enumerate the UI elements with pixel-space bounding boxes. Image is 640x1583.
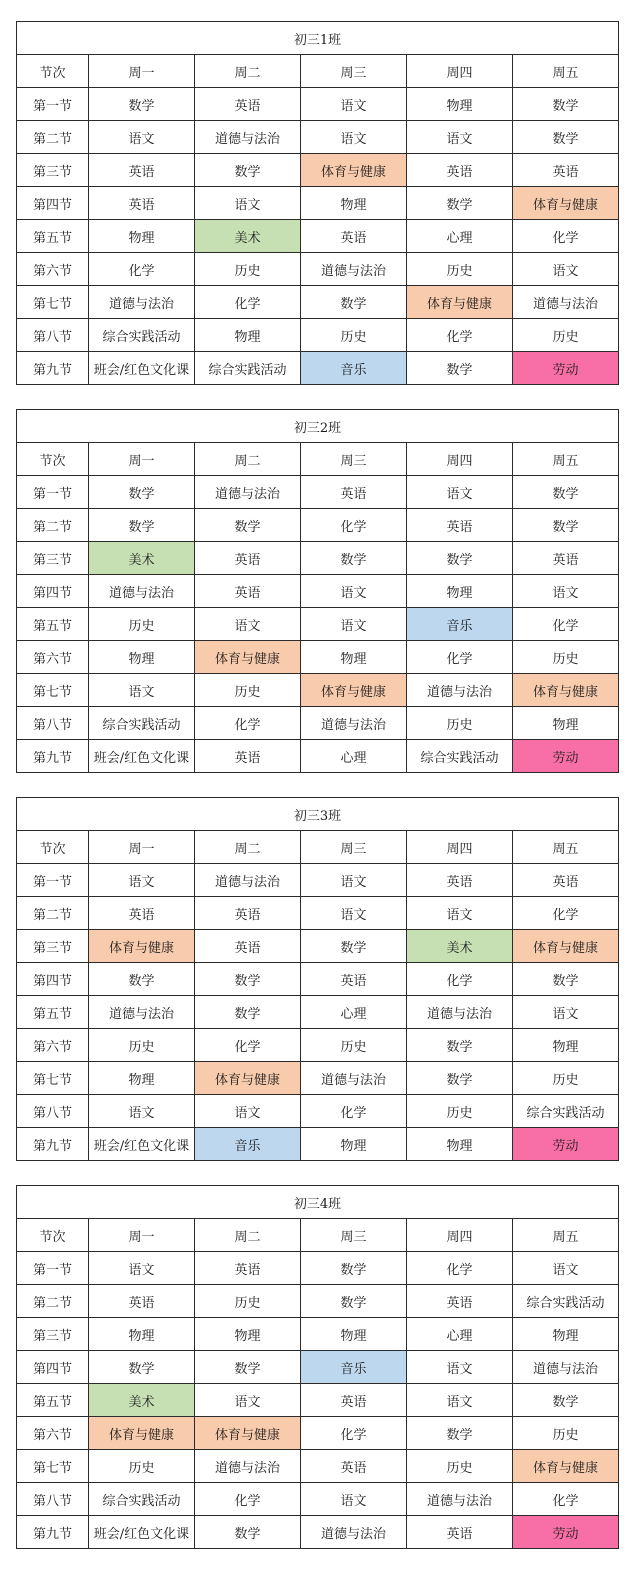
subject-cell: 语文 xyxy=(89,1252,195,1285)
subject-cell: 英语 xyxy=(407,1285,513,1318)
subject-cell: 数学 xyxy=(89,476,195,509)
subject-cell: 历史 xyxy=(195,674,301,707)
subject-cell: 语文 xyxy=(195,1384,301,1417)
subject-cell: 体育与健康 xyxy=(89,930,195,963)
subject-cell: 数学 xyxy=(513,476,619,509)
subject-cell: 数学 xyxy=(301,1252,407,1285)
subject-cell: 美术 xyxy=(89,542,195,575)
table-row xyxy=(17,352,619,385)
subject-cell: 劳动 xyxy=(513,740,619,773)
table-row xyxy=(17,1351,619,1384)
subject-cell: 道德与法治 xyxy=(195,476,301,509)
period-label: 第九节 xyxy=(17,1516,89,1549)
subject-cell: 体育与健康 xyxy=(513,930,619,963)
subject-cell: 道德与法治 xyxy=(301,253,407,286)
subject-cell: 班会/红色文化课 xyxy=(89,740,195,773)
subject-cell: 英语 xyxy=(301,1450,407,1483)
subject-cell: 心理 xyxy=(301,740,407,773)
subject-cell: 综合实践活动 xyxy=(513,1095,619,1128)
table-row xyxy=(17,575,619,608)
subject-cell: 英语 xyxy=(407,864,513,897)
table-row xyxy=(17,1450,619,1483)
table-row xyxy=(17,897,619,930)
subject-cell: 数学 xyxy=(301,930,407,963)
subject-cell: 物理 xyxy=(89,641,195,674)
table-title-row xyxy=(17,22,619,55)
table-row xyxy=(17,674,619,707)
subject-cell: 英语 xyxy=(195,542,301,575)
header-day: 周五 xyxy=(513,1219,619,1252)
subject-cell: 班会/红色文化课 xyxy=(89,1128,195,1161)
subject-cell: 道德与法治 xyxy=(195,121,301,154)
subject-cell: 语文 xyxy=(513,1252,619,1285)
subject-cell: 数学 xyxy=(195,154,301,187)
table-row xyxy=(17,963,619,996)
subject-cell: 道德与法治 xyxy=(195,864,301,897)
subject-cell: 语文 xyxy=(301,608,407,641)
subject-cell: 语文 xyxy=(513,575,619,608)
subject-cell: 体育与健康 xyxy=(195,641,301,674)
subject-cell: 道德与法治 xyxy=(301,707,407,740)
class-title: 初三3班 xyxy=(17,798,619,831)
header-period: 节次 xyxy=(17,55,89,88)
subject-cell: 语文 xyxy=(513,996,619,1029)
subject-cell: 英语 xyxy=(195,88,301,121)
subject-cell: 化学 xyxy=(513,1483,619,1516)
table-row xyxy=(17,996,619,1029)
header-row xyxy=(17,831,619,864)
period-label: 第四节 xyxy=(17,963,89,996)
subject-cell: 劳动 xyxy=(513,1128,619,1161)
header-day: 周一 xyxy=(89,55,195,88)
table-row xyxy=(17,707,619,740)
subject-cell: 道德与法治 xyxy=(89,996,195,1029)
header-day: 周四 xyxy=(407,831,513,864)
subject-cell: 英语 xyxy=(89,154,195,187)
subject-cell: 英语 xyxy=(407,1516,513,1549)
subject-cell: 心理 xyxy=(407,1318,513,1351)
subject-cell: 英语 xyxy=(301,476,407,509)
subject-cell: 数学 xyxy=(89,963,195,996)
table-row xyxy=(17,1483,619,1516)
table-row xyxy=(17,740,619,773)
period-label: 第三节 xyxy=(17,930,89,963)
table-row xyxy=(17,1516,619,1549)
table-row xyxy=(17,476,619,509)
subject-cell: 数学 xyxy=(89,509,195,542)
timetable-class-1 xyxy=(16,21,619,385)
period-label: 第五节 xyxy=(17,608,89,641)
table-row xyxy=(17,1318,619,1351)
header-row xyxy=(17,1219,619,1252)
subject-cell: 语文 xyxy=(89,121,195,154)
subject-cell: 化学 xyxy=(513,220,619,253)
period-label: 第四节 xyxy=(17,1351,89,1384)
subject-cell: 美术 xyxy=(195,220,301,253)
subject-cell: 体育与健康 xyxy=(301,154,407,187)
subject-cell: 英语 xyxy=(89,897,195,930)
table-title-row xyxy=(17,798,619,831)
subject-cell: 劳动 xyxy=(513,1516,619,1549)
subject-cell: 历史 xyxy=(407,1450,513,1483)
subject-cell: 历史 xyxy=(301,1029,407,1062)
subject-cell: 语文 xyxy=(407,121,513,154)
subject-cell: 物理 xyxy=(301,1318,407,1351)
subject-cell: 音乐 xyxy=(301,1351,407,1384)
period-label: 第三节 xyxy=(17,542,89,575)
period-label: 第二节 xyxy=(17,121,89,154)
subject-cell: 心理 xyxy=(407,220,513,253)
period-label: 第五节 xyxy=(17,1384,89,1417)
subject-cell: 物理 xyxy=(89,220,195,253)
subject-cell: 数学 xyxy=(301,1285,407,1318)
subject-cell: 美术 xyxy=(89,1384,195,1417)
table-row xyxy=(17,641,619,674)
subject-cell: 历史 xyxy=(513,319,619,352)
subject-cell: 物理 xyxy=(195,319,301,352)
subject-cell: 数学 xyxy=(513,121,619,154)
period-label: 第七节 xyxy=(17,1450,89,1483)
subject-cell: 数学 xyxy=(513,509,619,542)
subject-cell: 数学 xyxy=(513,88,619,121)
subject-cell: 英语 xyxy=(195,930,301,963)
subject-cell: 数学 xyxy=(407,1062,513,1095)
subject-cell: 英语 xyxy=(89,1285,195,1318)
header-day: 周一 xyxy=(89,1219,195,1252)
table-row xyxy=(17,864,619,897)
subject-cell: 数学 xyxy=(407,542,513,575)
subject-cell: 英语 xyxy=(407,509,513,542)
timetable-class-4 xyxy=(16,1185,619,1549)
subject-cell: 心理 xyxy=(301,996,407,1029)
subject-cell: 物理 xyxy=(407,1128,513,1161)
subject-cell: 数学 xyxy=(195,1351,301,1384)
header-day: 周五 xyxy=(513,55,619,88)
subject-cell: 道德与法治 xyxy=(513,286,619,319)
header-row xyxy=(17,443,619,476)
subject-cell: 数学 xyxy=(407,1417,513,1450)
table-row xyxy=(17,220,619,253)
subject-cell: 语文 xyxy=(195,187,301,220)
period-label: 第七节 xyxy=(17,1062,89,1095)
subject-cell: 体育与健康 xyxy=(513,674,619,707)
subject-cell: 语文 xyxy=(89,1095,195,1128)
subject-cell: 语文 xyxy=(513,253,619,286)
subject-cell: 劳动 xyxy=(513,352,619,385)
subject-cell: 历史 xyxy=(89,608,195,641)
subject-cell: 道德与法治 xyxy=(89,286,195,319)
table-row xyxy=(17,154,619,187)
subject-cell: 英语 xyxy=(301,963,407,996)
subject-cell: 数学 xyxy=(513,963,619,996)
subject-cell: 语文 xyxy=(407,1384,513,1417)
period-label: 第八节 xyxy=(17,1483,89,1516)
header-day: 周二 xyxy=(195,831,301,864)
subject-cell: 语文 xyxy=(301,1483,407,1516)
subject-cell: 道德与法治 xyxy=(407,674,513,707)
period-label: 第四节 xyxy=(17,575,89,608)
header-day: 周一 xyxy=(89,443,195,476)
header-day: 周二 xyxy=(195,1219,301,1252)
subject-cell: 化学 xyxy=(195,286,301,319)
period-label: 第二节 xyxy=(17,1285,89,1318)
subject-cell: 美术 xyxy=(407,930,513,963)
subject-cell: 语文 xyxy=(195,1095,301,1128)
subject-cell: 综合实践活动 xyxy=(89,319,195,352)
table-row xyxy=(17,121,619,154)
header-row xyxy=(17,55,619,88)
subject-cell: 体育与健康 xyxy=(407,286,513,319)
subject-cell: 体育与健康 xyxy=(89,1417,195,1450)
table-row xyxy=(17,187,619,220)
subject-cell: 英语 xyxy=(195,897,301,930)
header-day: 周二 xyxy=(195,443,301,476)
subject-cell: 语文 xyxy=(301,88,407,121)
subject-cell: 物理 xyxy=(513,1318,619,1351)
subject-cell: 道德与法治 xyxy=(195,1450,301,1483)
period-label: 第一节 xyxy=(17,88,89,121)
period-label: 第七节 xyxy=(17,674,89,707)
period-label: 第六节 xyxy=(17,1029,89,1062)
period-label: 第五节 xyxy=(17,220,89,253)
period-label: 第五节 xyxy=(17,996,89,1029)
subject-cell: 数学 xyxy=(195,509,301,542)
subject-cell: 语文 xyxy=(195,608,301,641)
subject-cell: 音乐 xyxy=(407,608,513,641)
subject-cell: 数学 xyxy=(89,88,195,121)
table-row xyxy=(17,286,619,319)
subject-cell: 语文 xyxy=(89,864,195,897)
subject-cell: 化学 xyxy=(513,608,619,641)
subject-cell: 化学 xyxy=(195,1029,301,1062)
period-label: 第八节 xyxy=(17,319,89,352)
header-day: 周五 xyxy=(513,443,619,476)
class-title: 初三2班 xyxy=(17,410,619,443)
period-label: 第六节 xyxy=(17,253,89,286)
subject-cell: 音乐 xyxy=(195,1128,301,1161)
subject-cell: 历史 xyxy=(89,1450,195,1483)
period-label: 第六节 xyxy=(17,1417,89,1450)
timetable-class-3 xyxy=(16,797,619,1161)
subject-cell: 数学 xyxy=(195,996,301,1029)
subject-cell: 物理 xyxy=(89,1062,195,1095)
period-label: 第一节 xyxy=(17,476,89,509)
subject-cell: 综合实践活动 xyxy=(407,740,513,773)
subject-cell: 数学 xyxy=(301,286,407,319)
period-label: 第二节 xyxy=(17,897,89,930)
subject-cell: 道德与法治 xyxy=(301,1516,407,1549)
subject-cell: 物理 xyxy=(195,1318,301,1351)
subject-cell: 数学 xyxy=(301,542,407,575)
subject-cell: 道德与法治 xyxy=(407,1483,513,1516)
subject-cell: 道德与法治 xyxy=(301,1062,407,1095)
subject-cell: 化学 xyxy=(407,1252,513,1285)
subject-cell: 物理 xyxy=(513,1029,619,1062)
subject-cell: 综合实践活动 xyxy=(89,707,195,740)
table-row xyxy=(17,253,619,286)
subject-cell: 历史 xyxy=(513,1062,619,1095)
subject-cell: 语文 xyxy=(301,121,407,154)
header-day: 周三 xyxy=(301,55,407,88)
subject-cell: 英语 xyxy=(513,542,619,575)
header-day: 周四 xyxy=(407,443,513,476)
header-period: 节次 xyxy=(17,443,89,476)
subject-cell: 语文 xyxy=(301,864,407,897)
header-day: 周三 xyxy=(301,831,407,864)
subject-cell: 数学 xyxy=(89,1351,195,1384)
subject-cell: 化学 xyxy=(195,707,301,740)
subject-cell: 英语 xyxy=(513,864,619,897)
header-day: 周四 xyxy=(407,55,513,88)
subject-cell: 语文 xyxy=(301,897,407,930)
period-label: 第八节 xyxy=(17,1095,89,1128)
subject-cell: 数学 xyxy=(407,352,513,385)
subject-cell: 化学 xyxy=(195,1483,301,1516)
header-period: 节次 xyxy=(17,831,89,864)
period-label: 第三节 xyxy=(17,1318,89,1351)
table-row xyxy=(17,1417,619,1450)
period-label: 第一节 xyxy=(17,1252,89,1285)
subject-cell: 化学 xyxy=(89,253,195,286)
subject-cell: 数学 xyxy=(407,187,513,220)
subject-cell: 化学 xyxy=(513,897,619,930)
subject-cell: 班会/红色文化课 xyxy=(89,1516,195,1549)
subject-cell: 音乐 xyxy=(301,352,407,385)
subject-cell: 综合实践活动 xyxy=(89,1483,195,1516)
subject-cell: 英语 xyxy=(89,187,195,220)
subject-cell: 化学 xyxy=(407,963,513,996)
subject-cell: 语文 xyxy=(407,897,513,930)
table-row xyxy=(17,1095,619,1128)
subject-cell: 历史 xyxy=(407,253,513,286)
table-row xyxy=(17,1062,619,1095)
subject-cell: 历史 xyxy=(407,1095,513,1128)
header-period: 节次 xyxy=(17,1219,89,1252)
subject-cell: 历史 xyxy=(195,253,301,286)
header-day: 周二 xyxy=(195,55,301,88)
timetable-class-2 xyxy=(16,409,619,773)
table-row xyxy=(17,319,619,352)
period-label: 第九节 xyxy=(17,352,89,385)
subject-cell: 语文 xyxy=(301,575,407,608)
subject-cell: 化学 xyxy=(301,1417,407,1450)
subject-cell: 语文 xyxy=(407,1351,513,1384)
subject-cell: 英语 xyxy=(513,154,619,187)
subject-cell: 道德与法治 xyxy=(407,996,513,1029)
subject-cell: 物理 xyxy=(407,575,513,608)
table-row xyxy=(17,930,619,963)
subject-cell: 综合实践活动 xyxy=(195,352,301,385)
header-day: 周三 xyxy=(301,443,407,476)
subject-cell: 综合实践活动 xyxy=(513,1285,619,1318)
table-row xyxy=(17,1128,619,1161)
subject-cell: 体育与健康 xyxy=(513,187,619,220)
subject-cell: 物理 xyxy=(89,1318,195,1351)
subject-cell: 英语 xyxy=(195,1252,301,1285)
subject-cell: 道德与法治 xyxy=(89,575,195,608)
subject-cell: 班会/红色文化课 xyxy=(89,352,195,385)
subject-cell: 物理 xyxy=(407,88,513,121)
table-row xyxy=(17,1029,619,1062)
subject-cell: 历史 xyxy=(407,707,513,740)
period-label: 第六节 xyxy=(17,641,89,674)
subject-cell: 英语 xyxy=(195,575,301,608)
subject-cell: 英语 xyxy=(301,1384,407,1417)
period-label: 第四节 xyxy=(17,187,89,220)
period-label: 第一节 xyxy=(17,864,89,897)
subject-cell: 历史 xyxy=(513,641,619,674)
subject-cell: 体育与健康 xyxy=(195,1417,301,1450)
subject-cell: 数学 xyxy=(195,963,301,996)
subject-cell: 历史 xyxy=(301,319,407,352)
subject-cell: 体育与健康 xyxy=(195,1062,301,1095)
subject-cell: 物理 xyxy=(301,1128,407,1161)
table-row xyxy=(17,1384,619,1417)
table-row xyxy=(17,88,619,121)
table-title-row xyxy=(17,1186,619,1219)
class-title: 初三4班 xyxy=(17,1186,619,1219)
header-day: 周一 xyxy=(89,831,195,864)
subject-cell: 语文 xyxy=(407,476,513,509)
subject-cell: 体育与健康 xyxy=(301,674,407,707)
subject-cell: 物理 xyxy=(301,641,407,674)
subject-cell: 历史 xyxy=(195,1285,301,1318)
subject-cell: 历史 xyxy=(89,1029,195,1062)
period-label: 第三节 xyxy=(17,154,89,187)
table-row xyxy=(17,509,619,542)
subject-cell: 物理 xyxy=(301,187,407,220)
subject-cell: 化学 xyxy=(407,641,513,674)
subject-cell: 数学 xyxy=(513,1384,619,1417)
period-label: 第九节 xyxy=(17,1128,89,1161)
header-day: 周五 xyxy=(513,831,619,864)
subject-cell: 英语 xyxy=(407,154,513,187)
period-label: 第七节 xyxy=(17,286,89,319)
period-label: 第八节 xyxy=(17,707,89,740)
subject-cell: 化学 xyxy=(301,1095,407,1128)
subject-cell: 物理 xyxy=(513,707,619,740)
subject-cell: 英语 xyxy=(195,740,301,773)
subject-cell: 道德与法治 xyxy=(513,1351,619,1384)
subject-cell: 英语 xyxy=(301,220,407,253)
subject-cell: 体育与健康 xyxy=(513,1450,619,1483)
subject-cell: 数学 xyxy=(195,1516,301,1549)
table-row xyxy=(17,608,619,641)
table-row xyxy=(17,1252,619,1285)
table-row xyxy=(17,542,619,575)
period-label: 第二节 xyxy=(17,509,89,542)
class-title: 初三1班 xyxy=(17,22,619,55)
period-label: 第九节 xyxy=(17,740,89,773)
subject-cell: 历史 xyxy=(513,1417,619,1450)
subject-cell: 化学 xyxy=(407,319,513,352)
table-title-row xyxy=(17,410,619,443)
header-day: 周三 xyxy=(301,1219,407,1252)
subject-cell: 化学 xyxy=(301,509,407,542)
header-day: 周四 xyxy=(407,1219,513,1252)
table-row xyxy=(17,1285,619,1318)
subject-cell: 语文 xyxy=(89,674,195,707)
subject-cell: 数学 xyxy=(407,1029,513,1062)
